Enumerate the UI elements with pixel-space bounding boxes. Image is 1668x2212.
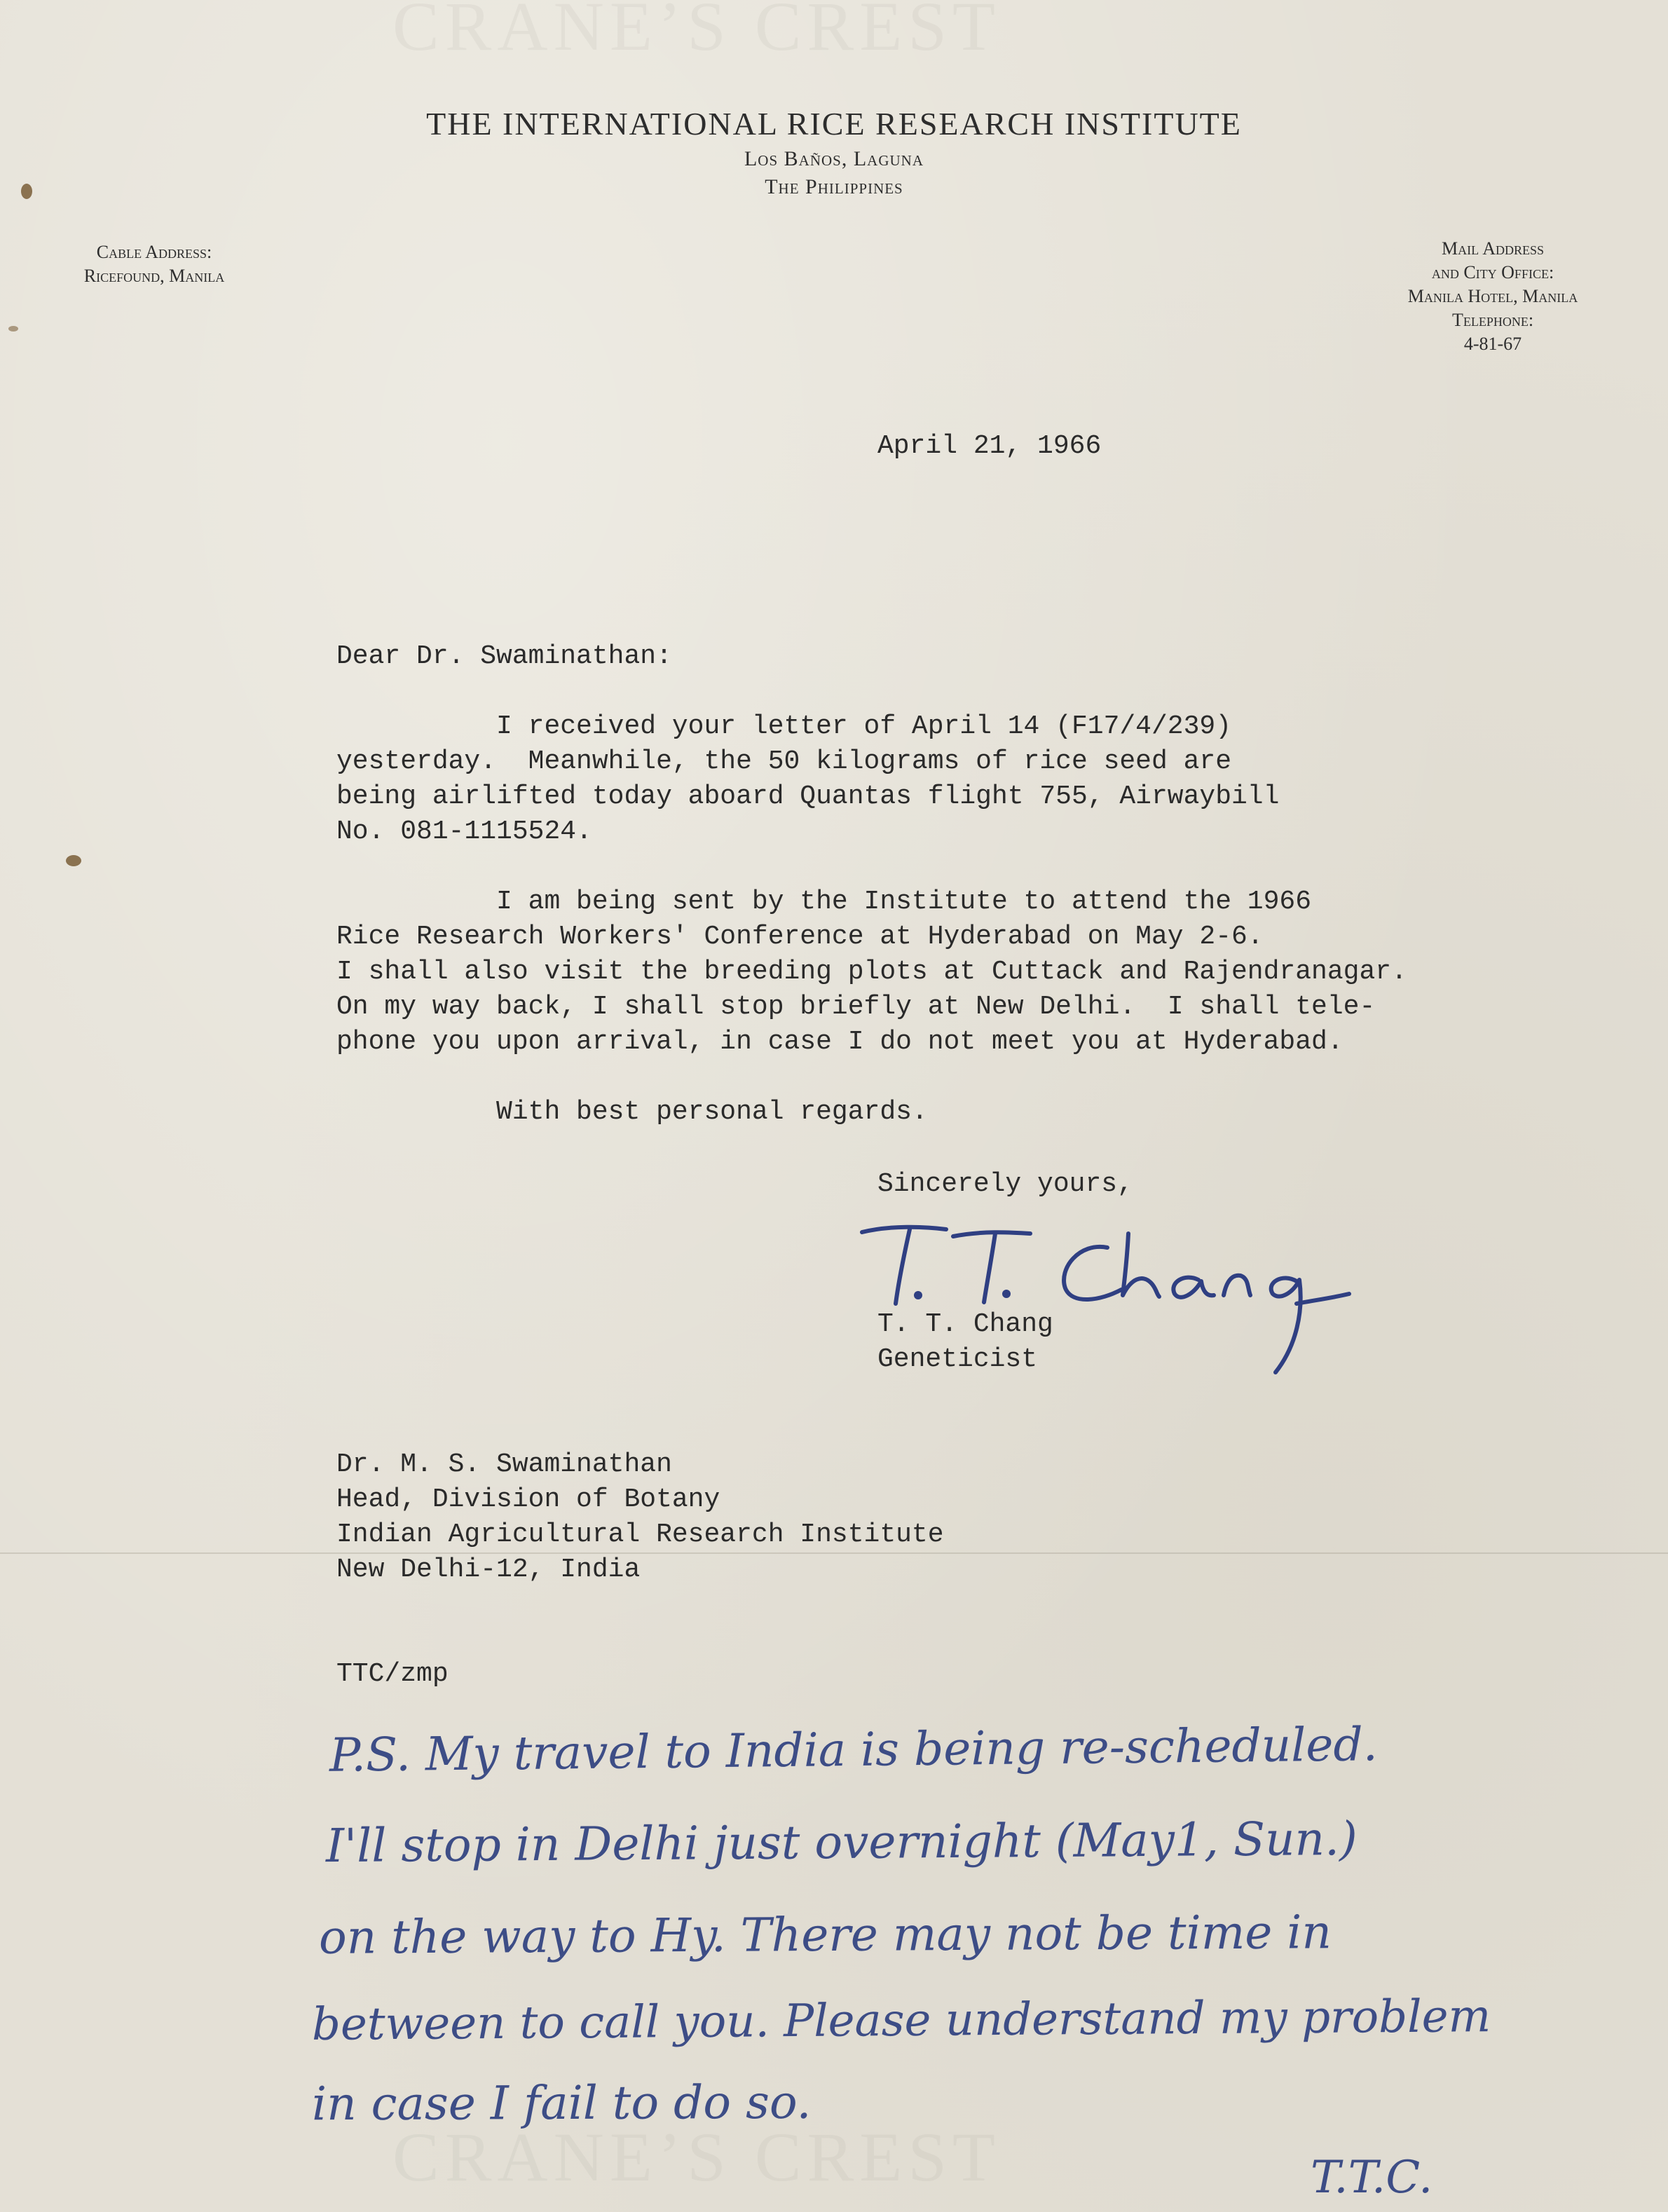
reference-initials: TTC/zmp <box>336 1659 449 1689</box>
city-office-label: and City Office: <box>1431 262 1554 282</box>
paper-fold-line <box>0 1552 1668 1554</box>
telephone-value: 4-81-67 <box>1463 334 1522 354</box>
complimentary-close: Sincerely yours, <box>877 1169 1133 1199</box>
cable-address-value: Ricefound, Manila <box>83 266 225 286</box>
paragraph-2-line: On my way back, I shall stop briefly at New Delhi. I shall tele- <box>336 992 1376 1022</box>
postscript-line: on the way to Hy. There may not be time in <box>318 1905 1332 1965</box>
mail-address-label: Mail Address <box>1442 238 1544 259</box>
paragraph-1-line: No. 081-1115524. <box>336 817 592 847</box>
watermark-bottom: CRANE’S CREST <box>392 2118 1002 2196</box>
paper-stain <box>8 326 18 332</box>
telephone-label: Telephone: <box>1451 310 1534 330</box>
signer-name: T. T. Chang <box>877 1309 1053 1339</box>
paragraph-2-line: I shall also visit the breeding plots at Cuttack and Rajendranagar. <box>336 957 1407 987</box>
paragraph-2-line: I am being sent by the Institute to attend the 1966 <box>336 887 1312 917</box>
recipient-line: Indian Agricultural Research Institute <box>336 1520 944 1550</box>
paragraph-1-line: yesterday. Meanwhile, the 50 kilograms of rice seed are <box>336 746 1232 777</box>
closing-regards: With best personal regards. <box>336 1097 928 1127</box>
mail-address <box>1360 237 1626 356</box>
recipient-line: New Delhi-12, India <box>336 1555 641 1585</box>
paragraph-2-line: Rice Research Workers' Conference at Hyderabad on May 2-6. <box>336 922 1264 952</box>
watermark-top: CRANE’S CREST <box>392 0 1002 65</box>
mail-address-value: Manila Hotel, Manila <box>1407 286 1578 306</box>
postscript-initials: T.T.C. <box>1311 2152 1433 2204</box>
paper-stain <box>66 855 81 866</box>
paragraph-2-line: phone you upon arrival, in case I do not meet you at Hyderabad. <box>336 1027 1344 1057</box>
letter-date: April 21, 1966 <box>877 431 1102 461</box>
letterhead-city: Los Baños, Laguna <box>744 147 924 170</box>
salutation: Dear Dr. Swaminathan: <box>336 641 672 671</box>
letterhead-country: The Philippines <box>765 175 903 198</box>
signer-title: Geneticist <box>877 1344 1038 1374</box>
postscript-line: P.S. My travel to India is being re-scheduled. <box>329 1717 1378 1782</box>
recipient-line: Head, Division of Botany <box>336 1484 720 1515</box>
cable-address <box>42 240 266 288</box>
postscript-line: in case I fail to do so. <box>311 2075 812 2131</box>
paragraph-1-line: I received your letter of April 14 (F17/4/239) <box>336 711 1232 742</box>
paragraph-1-line: being airlifted today aboard Quantas flight 755, Airwaybill <box>336 781 1280 812</box>
recipient-line: Dr. M. S. Swaminathan <box>336 1449 672 1480</box>
postscript-line: I'll stop in Delhi just overnight (May1, Sun.) <box>325 1811 1358 1873</box>
postscript-line: between to call you. Please understand my problem <box>311 1991 1491 2051</box>
cable-address-label: Cable Address: <box>96 242 212 262</box>
letterhead-institute: THE INTERNATIONAL RICE RESEARCH INSTITUTE <box>426 106 1242 142</box>
